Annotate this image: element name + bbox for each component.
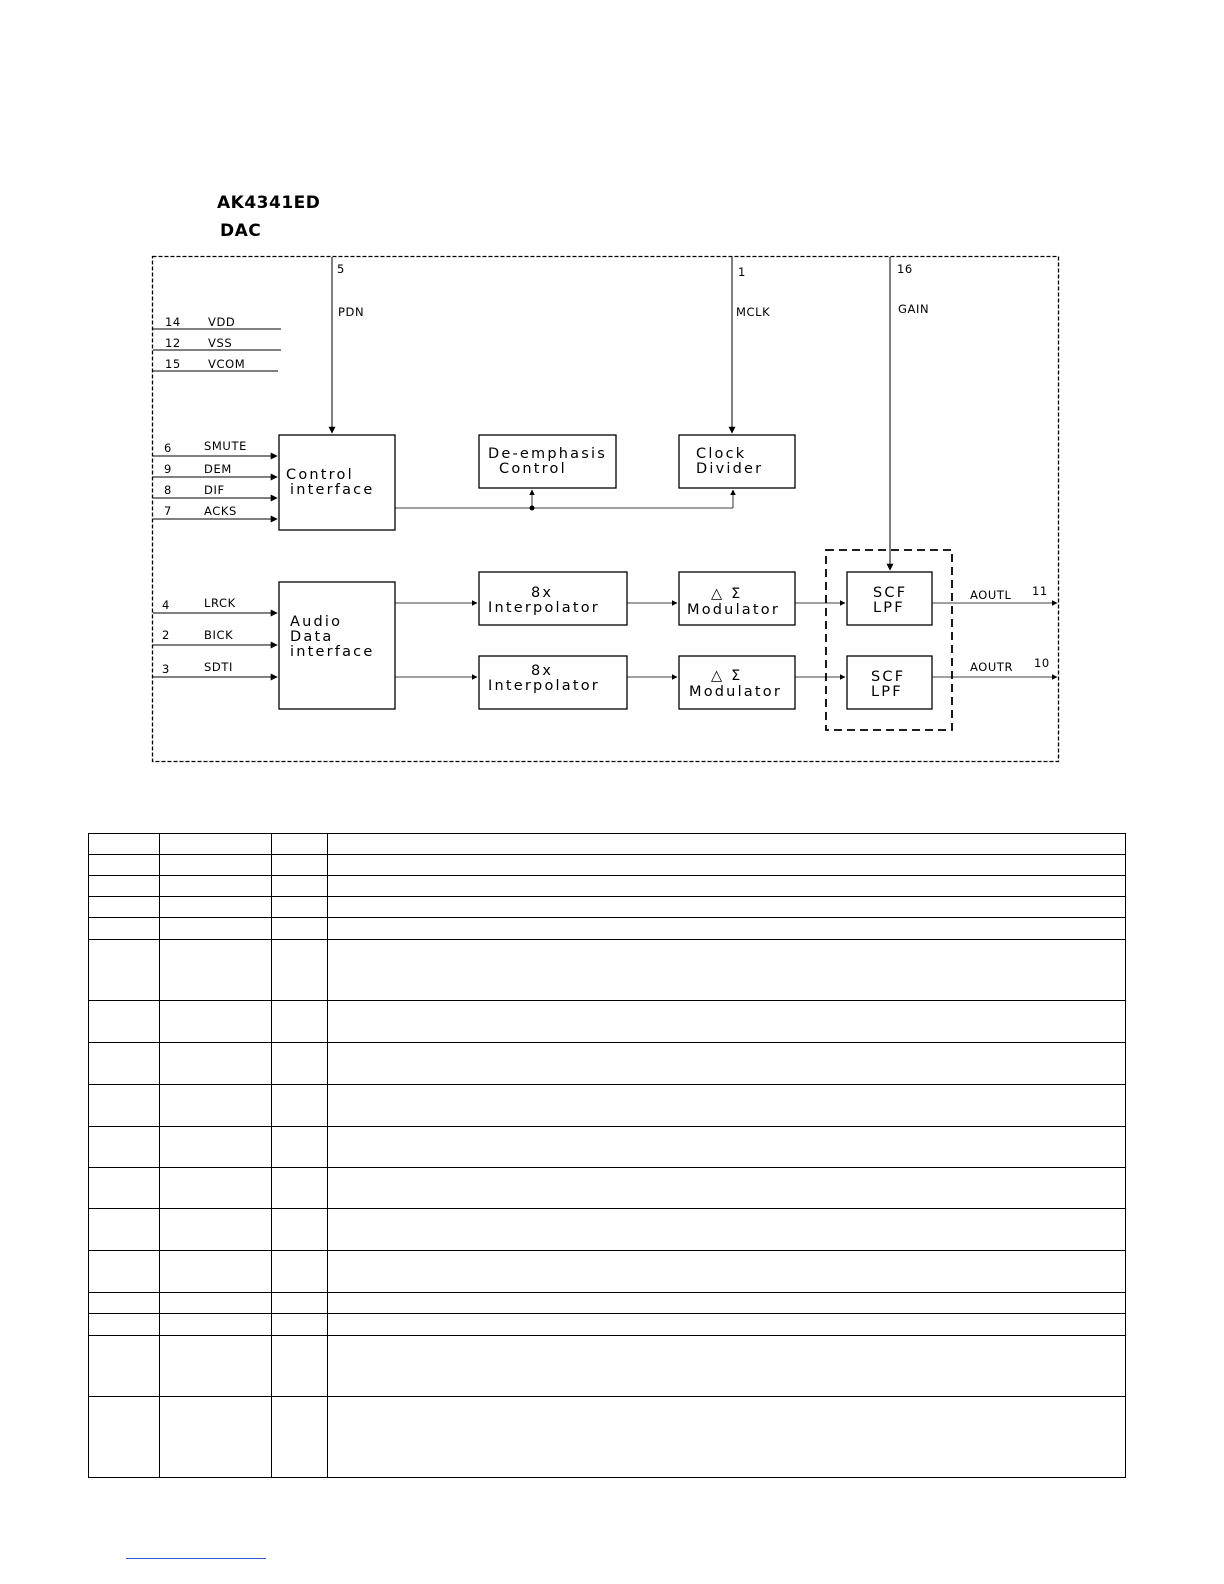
- table-row: [89, 1085, 1126, 1127]
- table-cell: [89, 1314, 160, 1336]
- table-cell: [160, 834, 272, 855]
- pin-lrck-number: 4: [162, 598, 170, 612]
- table-cell: [328, 1314, 1126, 1336]
- table-row: [89, 897, 1126, 918]
- table-cell: [160, 918, 272, 940]
- table-cell: [328, 1043, 1126, 1085]
- table-row: [89, 1314, 1126, 1336]
- table-cell: [89, 1293, 160, 1314]
- pin-acks: [153, 504, 277, 519]
- table-cell: [89, 1085, 160, 1127]
- table-cell: [272, 1293, 328, 1314]
- table-cell: [328, 834, 1126, 855]
- control-interface-block: [279, 435, 395, 530]
- pin-gain: [890, 257, 929, 570]
- table-cell: [160, 1251, 272, 1293]
- table-cell: [160, 1336, 272, 1397]
- pin-aoutl: [970, 584, 1048, 602]
- table-row: [89, 1001, 1126, 1043]
- scf-lpf-left-block: [847, 572, 932, 625]
- table-cell: [160, 1127, 272, 1168]
- table-cell: [89, 1251, 160, 1293]
- table-cell: [160, 1043, 272, 1085]
- table-cell: [328, 918, 1126, 940]
- table-cell: [272, 834, 328, 855]
- table-cell: [328, 855, 1126, 876]
- table-cell: [272, 1127, 328, 1168]
- pin-pdn: [332, 257, 364, 433]
- table-cell: [89, 855, 160, 876]
- svg-text:interface: interface: [290, 482, 375, 498]
- table-cell: [328, 1336, 1126, 1397]
- pin-mclk-label: MCLK: [736, 305, 771, 319]
- junction-dot: [530, 506, 535, 511]
- table-cell: [272, 940, 328, 1001]
- table-cell: [272, 1209, 328, 1251]
- table-cell: [272, 1085, 328, 1127]
- table-cell: [272, 1397, 328, 1478]
- chip-boundary: [153, 257, 1059, 762]
- table-cell: [89, 1397, 160, 1478]
- table-cell: [89, 1168, 160, 1209]
- svg-text:Modulator: Modulator: [687, 602, 781, 618]
- table-cell: [160, 1168, 272, 1209]
- table-cell: [328, 940, 1126, 1001]
- table-row: [89, 1043, 1126, 1085]
- pin-vss-label: VSS: [208, 336, 233, 350]
- table-cell: [328, 1085, 1126, 1127]
- interpolator-left-block: [479, 572, 627, 625]
- pin-smute-label: SMUTE: [204, 439, 247, 453]
- table-cell: [160, 855, 272, 876]
- table-row: [89, 1336, 1126, 1397]
- pin-bick-label: BICK: [204, 628, 234, 642]
- pin-vcom-number: 15: [165, 357, 181, 371]
- pin-dem: [153, 462, 277, 477]
- pin-dif-number: 8: [164, 483, 172, 497]
- pin-pdn-label: PDN: [338, 305, 365, 319]
- modulator-right-block: [679, 656, 795, 709]
- svg-text:Divider: Divider: [696, 461, 764, 477]
- deemphasis-control-block: [479, 435, 616, 488]
- pin-sdti-label: SDTI: [204, 660, 233, 674]
- pin-vss: [153, 336, 281, 350]
- table-cell: [328, 1251, 1126, 1293]
- table-cell: [160, 897, 272, 918]
- table-cell: [328, 1397, 1126, 1478]
- table-cell: [89, 1127, 160, 1168]
- table-cell: [89, 1043, 160, 1085]
- table-cell: [89, 897, 160, 918]
- svg-text:interface: interface: [290, 644, 375, 660]
- table-cell: [272, 1251, 328, 1293]
- pin-dem-number: 9: [164, 462, 172, 476]
- pin-mclk: [732, 257, 770, 433]
- table-cell: [160, 1397, 272, 1478]
- table-row: [89, 918, 1126, 940]
- table-cell: [89, 1001, 160, 1043]
- lpf-group-boundary: [826, 550, 952, 730]
- pin-gain-label: GAIN: [898, 302, 930, 316]
- pin-aoutr: [970, 656, 1050, 674]
- svg-text:Audio: Audio: [290, 614, 343, 630]
- pin-bick-number: 2: [162, 628, 170, 642]
- svg-text:△ Σ: △ Σ: [711, 668, 743, 684]
- pin-sdti-number: 3: [162, 662, 170, 676]
- pin-pdn-number: 5: [337, 262, 345, 276]
- pin-acks-label: ACKS: [204, 504, 237, 518]
- footer-rule: [126, 1558, 266, 1559]
- pin-vss-number: 12: [165, 336, 181, 350]
- table-cell: [272, 1336, 328, 1397]
- pin-aoutr-label: AOUTR: [970, 660, 1014, 674]
- table-cell: [272, 876, 328, 897]
- table-cell: [160, 1001, 272, 1043]
- pin-aoutl-label: AOUTL: [970, 588, 1012, 602]
- svg-text:Interpolator: Interpolator: [488, 678, 600, 694]
- table-cell: [272, 1314, 328, 1336]
- table-cell: [328, 897, 1126, 918]
- pin-vdd-label: VDD: [208, 315, 236, 329]
- pin-vcom-label: VCOM: [208, 357, 246, 371]
- svg-text:Modulator: Modulator: [689, 684, 783, 700]
- table-cell: [89, 940, 160, 1001]
- table-cell: [328, 1209, 1126, 1251]
- svg-text:SCF: SCF: [871, 669, 906, 685]
- pin-dem-label: DEM: [204, 462, 232, 476]
- table-cell: [272, 1043, 328, 1085]
- table-row: [89, 1127, 1126, 1168]
- control-bus: [395, 490, 733, 508]
- clock-divider-block: [679, 435, 795, 488]
- table-cell: [89, 834, 160, 855]
- svg-text:Control: Control: [499, 461, 567, 477]
- table-row: [89, 834, 1126, 855]
- pin-vdd: [153, 315, 281, 329]
- table-cell: [160, 1209, 272, 1251]
- table-row: [89, 1168, 1126, 1209]
- table-cell: [272, 1168, 328, 1209]
- pin-acks-number: 7: [164, 504, 172, 518]
- pin-sdti: [153, 660, 277, 677]
- part-number: AK4341ED: [217, 193, 321, 213]
- table-row: [89, 1397, 1126, 1478]
- svg-text:De-emphasis: De-emphasis: [488, 446, 607, 462]
- part-type: DAC: [220, 221, 262, 241]
- table-row: [89, 1209, 1126, 1251]
- svg-text:LPF: LPF: [873, 600, 905, 616]
- pin-aoutr-number: 10: [1034, 656, 1050, 670]
- table-cell: [89, 918, 160, 940]
- table-cell: [89, 1336, 160, 1397]
- pin-vdd-number: 14: [165, 315, 181, 329]
- table-cell: [272, 855, 328, 876]
- pin-lrck-label: LRCK: [204, 596, 236, 610]
- scf-lpf-right-block: [847, 656, 932, 709]
- table-cell: [160, 1293, 272, 1314]
- table-row: [89, 940, 1126, 1001]
- pin-vcom: [153, 357, 278, 371]
- table-cell: [272, 1001, 328, 1043]
- table-row: [89, 1251, 1126, 1293]
- table-row: [89, 1293, 1126, 1314]
- table-cell: [272, 897, 328, 918]
- pin-dif-label: DIF: [204, 483, 225, 497]
- pin-smute-number: 6: [164, 441, 172, 455]
- pin-smute: [153, 439, 277, 456]
- svg-text:△ Σ: △ Σ: [711, 586, 743, 602]
- table-cell: [328, 1127, 1126, 1168]
- table-cell: [328, 876, 1126, 897]
- table-cell: [160, 940, 272, 1001]
- svg-text:Data: Data: [290, 629, 334, 645]
- table-cell: [89, 1209, 160, 1251]
- svg-text:8x: 8x: [531, 585, 554, 601]
- table-cell: [328, 1001, 1126, 1043]
- table-cell: [160, 876, 272, 897]
- svg-text:Control: Control: [286, 467, 354, 483]
- table-cell: [160, 1314, 272, 1336]
- table-row: [89, 855, 1126, 876]
- table-cell: [160, 1085, 272, 1127]
- audio-data-interface-block: [279, 582, 395, 709]
- svg-text:Clock: Clock: [696, 446, 747, 462]
- pin-bick: [153, 628, 277, 645]
- table-cell: [328, 1168, 1126, 1209]
- interpolator-right-block: [479, 656, 627, 709]
- pin-dif: [153, 483, 277, 498]
- svg-text:Interpolator: Interpolator: [488, 600, 600, 616]
- pin-mclk-number: 1: [738, 265, 746, 279]
- modulator-left-block: [679, 572, 795, 625]
- svg-text:SCF: SCF: [873, 585, 908, 601]
- table-cell: [272, 918, 328, 940]
- pin-gain-number: 16: [897, 262, 913, 276]
- table-row: [89, 876, 1126, 897]
- table-cell: [328, 1293, 1126, 1314]
- pin-description-table: [88, 833, 1126, 1478]
- pin-lrck: [153, 596, 277, 613]
- svg-text:8x: 8x: [531, 663, 554, 679]
- table-cell: [89, 876, 160, 897]
- svg-text:LPF: LPF: [871, 684, 903, 700]
- pin-aoutl-number: 11: [1032, 584, 1048, 598]
